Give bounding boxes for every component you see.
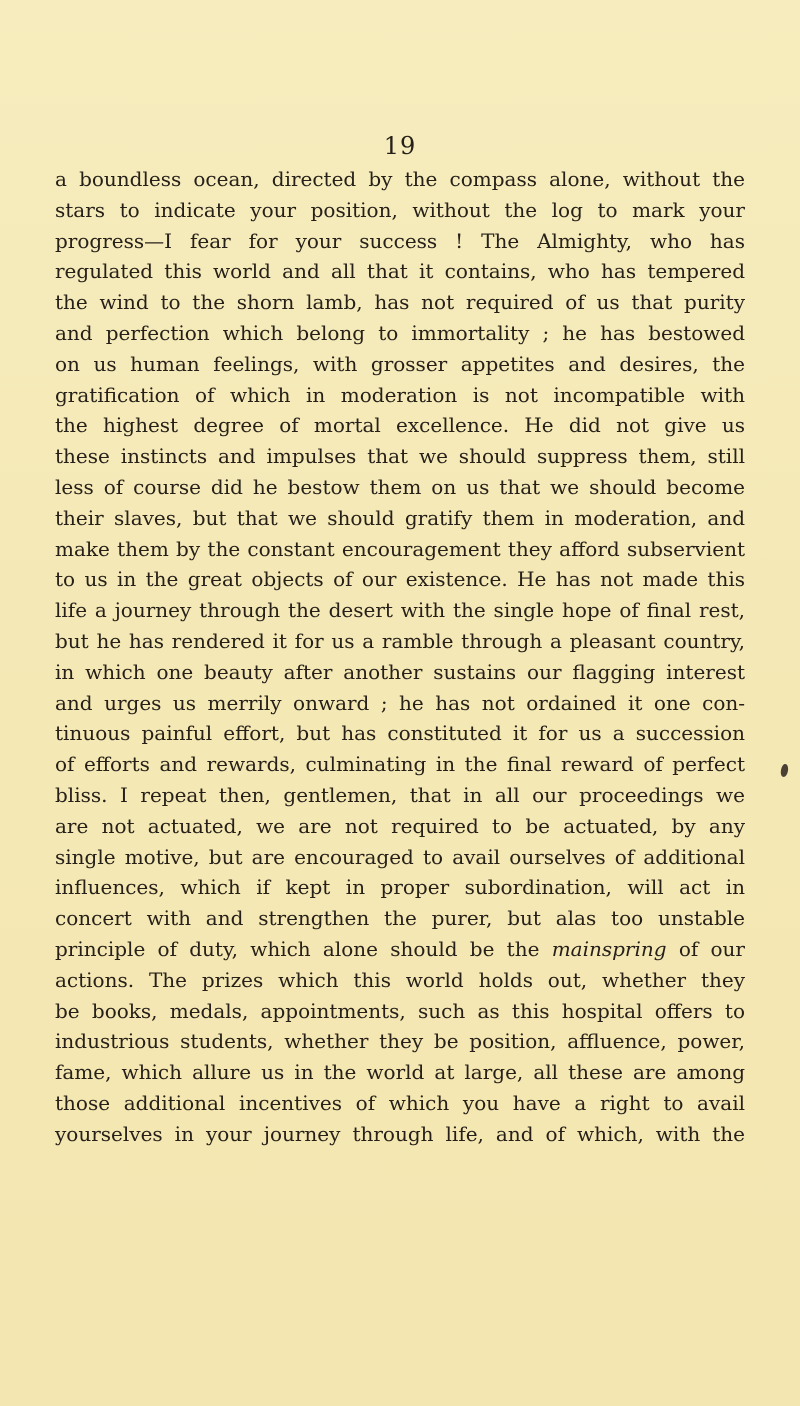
text-line: make them by the constant encouragement they afford subservient [55, 536, 745, 561]
text-line: their slaves, but that we should gratify them in moderation, and [55, 505, 745, 530]
text-segment: of our [666, 936, 745, 961]
text-line: influences, which if kept in proper subordination, will act in [55, 875, 745, 900]
text-line: on us human feelings, with grosser appetites and desires, the [55, 351, 745, 376]
text-line: a boundless ocean, directed by the compass alone, without the [55, 167, 745, 191]
text-line: but he has rendered it for us a ramble through a pleasant country, [55, 628, 745, 653]
text-line: and urges us merrily onward ; he has not ordained it one con- [55, 690, 745, 715]
text-line: to us in the great objects of our existence. He has not made this [55, 567, 745, 592]
text-line: those additional incentives of which you have a right to avail [55, 1090, 745, 1115]
page-number: 19 [383, 132, 417, 160]
text-line: of efforts and rewards, culminating in the final reward of perfect [55, 752, 745, 777]
text-line: bliss. I repeat then, gentlemen, that in all our proceedings we [55, 782, 745, 807]
text-line: gratification of which in moderation is not incompatible with [55, 382, 745, 407]
text-line: less of course did he bestow them on us that we should become [55, 474, 745, 499]
body-text [55, 164, 745, 1150]
italic-word: mainspring [551, 936, 667, 961]
text-line: progress—I fear for your success ! The Almighty, who has [55, 228, 745, 253]
text-line: life a journey through the desert with the single hope of final rest, [55, 598, 745, 623]
text-segment: principle of duty, which alone should be the [55, 936, 552, 961]
text-line: in which one beauty after another sustains our flagging interest [55, 659, 745, 684]
text-line: are not actuated, we are not required to be actuated, by any [55, 813, 745, 838]
text-line: regulated this world and all that it contains, who has tempered [55, 259, 745, 284]
text-line: the wind to the shorn lamb, has not required of us that purity [55, 290, 745, 315]
text-line: industrious students, whether they be position, affluence, power, [55, 1029, 745, 1054]
text-line: be books, medals, appointments, such as this hospital offers to [55, 998, 745, 1023]
text-line: single motive, but are encouraged to avail ourselves of additional [55, 844, 745, 869]
ink-speck [780, 763, 790, 777]
text-line: and perfection which belong to immortality ; he has bestowed [55, 320, 745, 345]
text-line: tinuous painful effort, but has constituted it for us a succession [55, 721, 745, 746]
text-line: fame, which allure us in the world at large, all these are among [55, 1060, 745, 1085]
text-line: actions. The prizes which this world holds out, whether they [55, 967, 745, 992]
text-line-with-italic [55, 934, 745, 965]
text-line: the highest degree of mortal excellence. He did not give us [55, 413, 745, 438]
text-line: yourselves in your journey through life, and of which, with the [55, 1121, 745, 1146]
text-line: stars to indicate your position, without the log to mark your [55, 197, 745, 222]
text-line: concert with and strengthen the purer, but alas too unstable [55, 906, 745, 931]
text-line: these instincts and impulses that we should suppress them, still [55, 444, 745, 469]
